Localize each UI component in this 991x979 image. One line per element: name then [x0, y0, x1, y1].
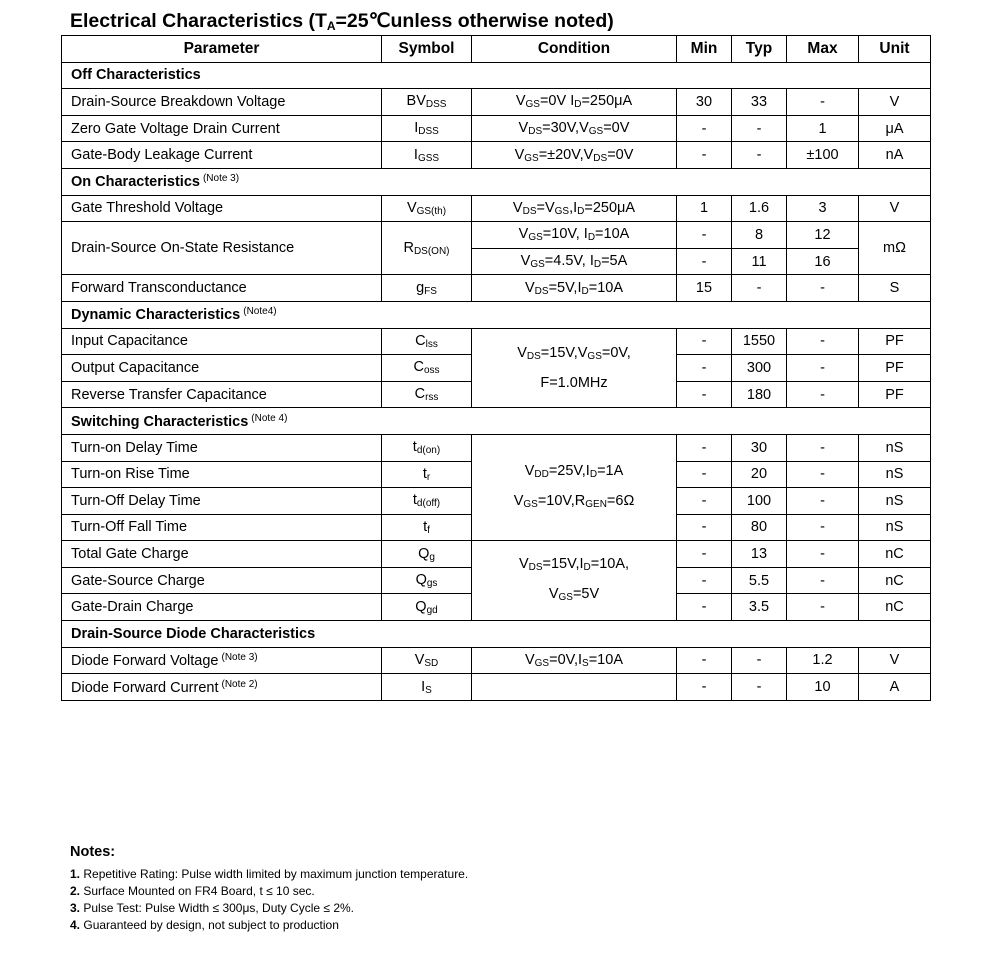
unit-cell: nA — [859, 142, 931, 169]
symbol-cell: $I_{GSS}$ — [382, 142, 472, 169]
symbol-cell: $t_r$ — [382, 461, 472, 488]
unit-cell: PF — [859, 381, 931, 408]
condition-cell: $V_{DS}=5V,I_D=10A$ — [472, 275, 677, 302]
symbol-cell: $t_{d(off)}$ — [382, 488, 472, 515]
table-row — [62, 115, 931, 142]
section-label: Switching Characteristics $^{(Note 4)}$ — [62, 408, 931, 435]
note-ref: (Note 3) — [202, 173, 240, 185]
section-off — [62, 62, 931, 89]
typ-cell: 20 — [732, 461, 787, 488]
min-cell: - — [677, 541, 732, 568]
typ-cell: - — [732, 674, 787, 701]
max-cell: - — [787, 275, 859, 302]
typ-cell: 30 — [732, 434, 787, 461]
max-cell: ±100 — [787, 142, 859, 169]
symbol-cell: $BV_{DSS}$ — [382, 89, 472, 116]
typ-cell: 5.5 — [732, 567, 787, 594]
table-row — [62, 674, 931, 701]
symbol-cell: $g_{FS}$ — [382, 275, 472, 302]
max-cell: 16 — [787, 248, 859, 275]
max-cell: - — [787, 488, 859, 515]
param-cell: Output Capacitance — [62, 355, 382, 382]
param-cell: Diode Forward Voltage $^{(Note 3)}$ — [62, 647, 382, 674]
page-title: Electrical Characteristics ($T_A=25℃unless$ otherwise noted) — [70, 10, 614, 33]
header-symbol: Symbol — [382, 36, 472, 63]
section-label: On Characteristics $^{(Note 3)}$ — [62, 168, 931, 195]
unit-cell: nS — [859, 488, 931, 515]
symbol-cell: $R_{DS(ON)}$ — [382, 222, 472, 275]
typ-cell: 3.5 — [732, 594, 787, 621]
typ-cell: 180 — [732, 381, 787, 408]
typ-cell: 8 — [732, 222, 787, 249]
condition-cell: $V_{GS}=10V$, $I_D=10A$ — [472, 222, 677, 249]
unit-cell: nS — [859, 514, 931, 541]
param-cell: Reverse Transfer Capacitance — [62, 381, 382, 408]
section-diode — [62, 621, 931, 648]
typ-cell: - — [732, 647, 787, 674]
note-ref: (Note 4) — [251, 412, 288, 424]
condition-cell: $V_{GS}=4.5V$, $I_D=5A$ — [472, 248, 677, 275]
header-unit: Unit — [859, 36, 931, 63]
param-cell: Diode Forward Current $^{(Note 2)}$ — [62, 674, 382, 701]
condition-cell: $V_{DS}=30V,V_{GS}=0V$ — [472, 115, 677, 142]
param-cell: Drain-Source On-State Resistance — [62, 222, 382, 275]
min-cell: - — [677, 381, 732, 408]
typ-cell: 300 — [732, 355, 787, 382]
min-cell: - — [677, 674, 732, 701]
unit-cell: nC — [859, 541, 931, 568]
param-cell: Drain-Source Breakdown Voltage — [62, 89, 382, 116]
note-item: 4. Guaranteed by design, not subject to production — [70, 918, 339, 932]
section-switching — [62, 408, 931, 435]
symbol-cell: $C_{oss}$ — [382, 355, 472, 382]
condition-cell: $V_{GS}=\pm 20V,V_{DS}=0V$ — [472, 142, 677, 169]
section-on — [62, 168, 931, 195]
header-min: Min — [677, 36, 732, 63]
min-cell: 30 — [677, 89, 732, 116]
symbol-cell: $V_{SD}$ — [382, 647, 472, 674]
param-cell: Gate Threshold Voltage — [62, 195, 382, 222]
param-cell: Turn-Off Fall Time — [62, 514, 382, 541]
table-row — [62, 195, 931, 222]
symbol-cell: $I_{DSS}$ — [382, 115, 472, 142]
unit-cell: nS — [859, 461, 931, 488]
unit-cell: μA — [859, 115, 931, 142]
section-label: Drain-Source Diode Characteristics — [62, 621, 931, 648]
condition-cell: $V_{DS}=15V,V_{GS}=0V$, F=1.0MHz — [472, 328, 677, 408]
typ-cell: - — [732, 275, 787, 302]
unit-cell: V — [859, 89, 931, 116]
section-dynamic — [62, 301, 931, 328]
max-cell: 1.2 — [787, 647, 859, 674]
min-cell: - — [677, 647, 732, 674]
symbol-cell: $t_{d(on)}$ — [382, 434, 472, 461]
condition-cell — [472, 674, 677, 701]
param-cell: Turn-on Rise Time — [62, 461, 382, 488]
notes-title: Notes: — [70, 844, 116, 860]
typ-cell: 1.6 — [732, 195, 787, 222]
min-cell: - — [677, 115, 732, 142]
table-row — [62, 142, 931, 169]
max-cell: - — [787, 434, 859, 461]
section-label: Off Characteristics — [62, 62, 931, 89]
max-cell: - — [787, 514, 859, 541]
param-cell: Gate-Drain Charge — [62, 594, 382, 621]
min-cell: - — [677, 328, 732, 355]
typ-cell: - — [732, 115, 787, 142]
min-cell: - — [677, 434, 732, 461]
symbol-cell: $I_S$ — [382, 674, 472, 701]
param-cell: Turn-on Delay Time — [62, 434, 382, 461]
min-cell: - — [677, 461, 732, 488]
symbol-cell: $C_{rss}$ — [382, 381, 472, 408]
min-cell: - — [677, 567, 732, 594]
symbol-cell: $C_{lss}$ — [382, 328, 472, 355]
note-ref: (Note 2) — [221, 678, 258, 690]
notes-section — [70, 844, 468, 934]
min-cell: - — [677, 142, 732, 169]
unit-cell: V — [859, 195, 931, 222]
min-cell: - — [677, 355, 732, 382]
condition-cell: $V_{DS}=V_{GS},I_D=250\mu A$ — [472, 195, 677, 222]
unit-cell: nS — [859, 434, 931, 461]
min-cell: - — [677, 222, 732, 249]
header-max: Max — [787, 36, 859, 63]
max-cell: 1 — [787, 115, 859, 142]
note-ref: (Note4) — [243, 306, 277, 318]
param-cell: Input Capacitance — [62, 328, 382, 355]
note-item: 3. Pulse Test: Pulse Width ≤ 300μs, Duty Cycle ≤ 2%. — [70, 901, 354, 915]
table-row — [62, 541, 931, 568]
typ-cell: 1550 — [732, 328, 787, 355]
table-row — [62, 89, 931, 116]
typ-cell: - — [732, 142, 787, 169]
max-cell: - — [787, 541, 859, 568]
typ-cell: 13 — [732, 541, 787, 568]
max-cell: - — [787, 461, 859, 488]
param-cell: Forward Transconductance — [62, 275, 382, 302]
unit-cell: V — [859, 647, 931, 674]
unit-cell: S — [859, 275, 931, 302]
param-cell: Total Gate Charge — [62, 541, 382, 568]
note-item: 1. Repetitive Rating: Pulse width limited by maximum junction temperature. — [70, 867, 469, 881]
max-cell: - — [787, 355, 859, 382]
max-cell: - — [787, 567, 859, 594]
symbol-cell: $V_{GS(th)}$ — [382, 195, 472, 222]
header-typ: Typ — [732, 36, 787, 63]
min-cell: - — [677, 248, 732, 275]
condition-cell: $V_{GS}=0V$ $I_D=250\mu A$ — [472, 89, 677, 116]
condition-cell: $V_{GS}=0V,I_S=10A$ — [472, 647, 677, 674]
header-parameter: Parameter — [62, 36, 382, 63]
condition-cell: $V_{DS}=15V,I_D=10A$, $V_{GS}=5V$ — [472, 541, 677, 621]
table-row — [62, 222, 931, 249]
max-cell: - — [787, 594, 859, 621]
min-cell: - — [677, 514, 732, 541]
max-cell: - — [787, 89, 859, 116]
min-cell: 1 — [677, 195, 732, 222]
symbol-cell: $Q_{gs}$ — [382, 567, 472, 594]
table-row — [62, 275, 931, 302]
symbol-cell: $Q_{gd}$ — [382, 594, 472, 621]
param-cell: Turn-Off Delay Time — [62, 488, 382, 515]
min-cell: - — [677, 594, 732, 621]
note-item: 2. Surface Mounted on FR4 Board, t ≤ 10 sec. — [70, 884, 315, 898]
unit-cell: A — [859, 674, 931, 701]
max-cell: - — [787, 381, 859, 408]
max-cell: 3 — [787, 195, 859, 222]
note-ref: (Note 3) — [221, 651, 258, 663]
max-cell: 10 — [787, 674, 859, 701]
typ-cell: 80 — [732, 514, 787, 541]
header-row — [62, 36, 931, 63]
unit-cell: mΩ — [859, 222, 931, 275]
param-cell: Gate-Body Leakage Current — [62, 142, 382, 169]
header-condition: Condition — [472, 36, 677, 63]
symbol-cell: $Q_g$ — [382, 541, 472, 568]
typ-cell: 11 — [732, 248, 787, 275]
condition-cell: $V_{DD}=25V,I_D=1A$ $V_{GS}=10V,R_{GEN}=6\Omega$ — [472, 434, 677, 540]
unit-cell: PF — [859, 355, 931, 382]
electrical-characteristics-table — [61, 35, 931, 701]
unit-cell: nC — [859, 594, 931, 621]
section-label: Dynamic Characteristics $^{(Note4)}$ — [62, 301, 931, 328]
table-row — [62, 328, 931, 355]
param-cell: Gate-Source Charge — [62, 567, 382, 594]
max-cell: - — [787, 328, 859, 355]
param-cell: Zero Gate Voltage Drain Current — [62, 115, 382, 142]
unit-cell: nC — [859, 567, 931, 594]
typ-cell: 33 — [732, 89, 787, 116]
min-cell: 15 — [677, 275, 732, 302]
table-row — [62, 434, 931, 461]
symbol-cell: $t_f$ — [382, 514, 472, 541]
min-cell: - — [677, 488, 732, 515]
unit-cell: PF — [859, 328, 931, 355]
typ-cell: 100 — [732, 488, 787, 515]
table-row — [62, 647, 931, 674]
max-cell: 12 — [787, 222, 859, 249]
